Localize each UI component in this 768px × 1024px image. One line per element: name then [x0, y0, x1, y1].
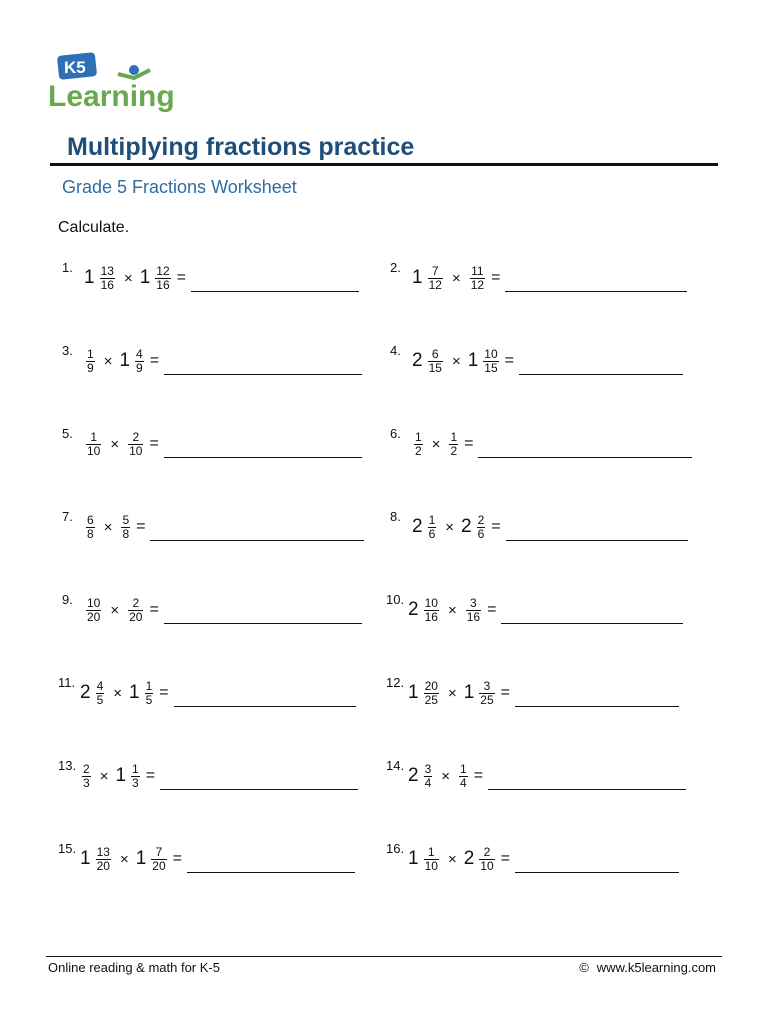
- whole-number: 2: [461, 516, 472, 537]
- problem-15: [58, 839, 355, 879]
- problem-11: [58, 673, 356, 713]
- numerator: 10: [87, 595, 101, 610]
- problem-number: 2.: [390, 260, 401, 275]
- times-sign: ×: [447, 601, 457, 619]
- instruction-text: Calculate.: [58, 219, 130, 236]
- problem-13: [58, 756, 358, 796]
- problem-number: 10.: [386, 592, 405, 607]
- fraction-expression: [408, 680, 515, 707]
- answer-line: [164, 623, 362, 624]
- numerator: 6: [431, 346, 439, 361]
- denominator: 2: [450, 443, 458, 458]
- problem-3: [62, 341, 362, 381]
- answer-line: [164, 457, 362, 458]
- problem-number: 11.: [58, 675, 76, 690]
- problem-number: 16.: [386, 841, 405, 856]
- logo-badge-text: K5: [64, 58, 86, 77]
- whole-number: 2: [412, 350, 423, 371]
- problem-number: 12.: [386, 675, 405, 690]
- numerator: 1: [450, 429, 458, 444]
- problem-6: [390, 424, 692, 464]
- denominator: 25: [480, 692, 494, 707]
- fraction-expression: [80, 846, 187, 873]
- fraction-expression: [80, 680, 174, 707]
- fraction: [424, 763, 433, 790]
- logo-figure-head: [129, 65, 139, 75]
- problem-number: 5.: [62, 426, 73, 441]
- fraction-expression: [408, 846, 515, 873]
- title-underline: [50, 163, 718, 166]
- problem-14: [386, 756, 686, 796]
- fraction: [483, 348, 498, 375]
- fraction-expression: [80, 763, 160, 790]
- fraction: [128, 431, 143, 458]
- times-sign: ×: [441, 767, 451, 785]
- fraction: [86, 597, 101, 624]
- equals-sign: =: [500, 850, 510, 867]
- fraction-expression: [84, 348, 164, 375]
- equals-sign: =: [464, 435, 474, 452]
- fraction-expression: [84, 514, 150, 541]
- page-title: Multiplying fractions practice: [67, 133, 415, 161]
- fraction: [135, 348, 144, 375]
- answer-line: [488, 789, 686, 790]
- page-subtitle: Grade 5 Fractions Worksheet: [62, 177, 297, 197]
- numerator: 11: [471, 263, 484, 278]
- numerator: 3: [424, 761, 432, 776]
- whole-number: 1: [139, 267, 151, 288]
- denominator: 8: [122, 526, 130, 541]
- answer-line: [519, 374, 683, 375]
- problem-number: 9.: [62, 592, 73, 607]
- whole-number: 1: [80, 848, 91, 869]
- denominator: 10: [129, 443, 143, 458]
- fraction: [128, 597, 143, 624]
- numerator: 1: [460, 761, 467, 776]
- answer-line: [174, 706, 356, 707]
- numerator: 13: [100, 263, 114, 278]
- fraction: [459, 763, 468, 790]
- whole-number: 1: [467, 350, 479, 371]
- whole-number: 1: [129, 682, 140, 703]
- denominator: 4: [424, 775, 432, 790]
- problem-number: 13.: [58, 758, 77, 773]
- answer-line: [187, 872, 355, 873]
- problem-8: [390, 507, 688, 547]
- equals-sign: =: [145, 767, 156, 784]
- whole-number: 2: [80, 682, 91, 703]
- problem-number: 8.: [390, 509, 401, 524]
- answer-line: [501, 623, 683, 624]
- equals-sign: =: [149, 435, 159, 452]
- whole-number: 1: [115, 765, 127, 786]
- denominator: 20: [129, 609, 143, 624]
- fraction: [477, 514, 486, 541]
- times-sign: ×: [119, 850, 129, 868]
- fraction: [131, 763, 140, 790]
- denominator: 16: [424, 609, 438, 624]
- numerator: 1: [90, 429, 98, 444]
- numerator: 1: [415, 429, 422, 444]
- equals-sign: =: [500, 684, 510, 701]
- numerator: 2: [83, 761, 90, 776]
- denominator: 12: [428, 277, 442, 292]
- times-sign: ×: [123, 269, 133, 287]
- fraction: [479, 680, 494, 707]
- answer-line: [506, 540, 688, 541]
- equals-sign: =: [473, 767, 484, 784]
- fraction: [151, 846, 166, 873]
- problem-4: [390, 341, 683, 381]
- denominator: 5: [96, 692, 104, 707]
- numerator: 2: [132, 429, 140, 444]
- fraction: [479, 846, 494, 873]
- numerator: 7: [431, 263, 439, 278]
- problem-1: [62, 258, 359, 298]
- numerator: 10: [484, 346, 498, 361]
- fraction-expression: [408, 763, 488, 790]
- equals-sign: =: [149, 352, 160, 369]
- answer-line: [150, 540, 364, 541]
- numerator: 4: [136, 346, 143, 361]
- whole-number: 1: [119, 350, 131, 371]
- answer-line: [191, 291, 359, 292]
- denominator: 12: [470, 277, 485, 292]
- whole-number: 1: [408, 682, 419, 703]
- denominator: 5: [145, 692, 153, 707]
- times-sign: ×: [431, 435, 441, 453]
- whole-number: 2: [412, 516, 423, 537]
- whole-number: 2: [408, 599, 419, 620]
- fraction-expression: [84, 597, 164, 624]
- denominator: 20: [152, 858, 166, 873]
- fraction: [96, 846, 111, 873]
- times-sign: ×: [99, 767, 109, 785]
- logo-word: Learning: [48, 80, 175, 112]
- numerator: 4: [96, 678, 104, 693]
- whole-number: 1: [463, 682, 475, 703]
- fraction: [470, 265, 485, 292]
- numerator: 1: [145, 678, 153, 693]
- times-sign: ×: [445, 518, 455, 536]
- fraction-expression: [412, 431, 478, 458]
- problem-number: 7.: [62, 509, 73, 524]
- fraction-expression: [84, 431, 164, 458]
- numerator: 1: [427, 844, 435, 859]
- problem-9: [62, 590, 362, 630]
- equals-sign: =: [487, 601, 497, 618]
- denominator: 9: [136, 360, 143, 375]
- denominator: 20: [87, 609, 101, 624]
- denominator: 16: [466, 609, 481, 624]
- times-sign: ×: [103, 352, 113, 370]
- denominator: 10: [87, 443, 101, 458]
- fraction: [96, 680, 105, 707]
- denominator: 6: [428, 526, 436, 541]
- problem-number: 15.: [58, 841, 77, 856]
- footer-website: [579, 960, 716, 975]
- problem-2: [390, 258, 687, 298]
- problem-5: [62, 424, 362, 464]
- whole-number: 1: [412, 267, 423, 288]
- times-sign: ×: [451, 352, 461, 370]
- whole-number: 2: [463, 848, 475, 869]
- denominator: 10: [424, 858, 438, 873]
- numerator: 2: [477, 512, 485, 527]
- fraction: [86, 348, 95, 375]
- footer-divider: [46, 956, 722, 957]
- denominator: 20: [96, 858, 110, 873]
- numerator: 20: [424, 678, 438, 693]
- times-sign: ×: [451, 269, 461, 287]
- fraction: [145, 680, 154, 707]
- fraction: [428, 514, 437, 541]
- fraction: [414, 431, 423, 458]
- problem-number: 6.: [390, 426, 401, 441]
- equals-sign: =: [491, 269, 501, 286]
- times-sign: ×: [447, 850, 457, 868]
- problem-7: [62, 507, 364, 547]
- equals-sign: =: [149, 601, 159, 618]
- numerator: 13: [96, 844, 110, 859]
- numerator: 2: [132, 595, 140, 610]
- fraction: [466, 597, 481, 624]
- problem-12: [386, 673, 679, 713]
- times-sign: ×: [113, 684, 123, 702]
- numerator: 10: [424, 595, 438, 610]
- fraction: [100, 265, 115, 292]
- problem-number: 1.: [62, 260, 73, 275]
- fraction: [86, 431, 101, 458]
- whole-number: 1: [408, 848, 419, 869]
- fraction-expression: [84, 265, 191, 292]
- denominator: 10: [480, 858, 494, 873]
- fraction: [428, 348, 443, 375]
- fraction: [121, 514, 130, 541]
- equals-sign: =: [172, 850, 182, 867]
- denominator: 16: [156, 277, 170, 292]
- answer-line: [505, 291, 687, 292]
- problem-number: 14.: [386, 758, 405, 773]
- problem-16: [386, 839, 679, 879]
- copyright-icon: ©: [579, 960, 589, 975]
- fraction: [424, 846, 439, 873]
- equals-sign: =: [176, 269, 186, 286]
- denominator: 25: [424, 692, 438, 707]
- times-sign: ×: [110, 601, 120, 619]
- fraction: [428, 265, 443, 292]
- fraction: [449, 431, 458, 458]
- fraction: [155, 265, 170, 292]
- logo-graphic: [48, 52, 188, 112]
- footer-website-link[interactable]: www.k5learning.com: [596, 960, 716, 975]
- fraction: [424, 680, 439, 707]
- numerator: 7: [155, 844, 163, 859]
- equals-sign: =: [159, 684, 169, 701]
- fraction-expression: [412, 514, 506, 541]
- answer-line: [160, 789, 358, 790]
- numerator: 1: [87, 346, 94, 361]
- numerator: 1: [428, 512, 436, 527]
- denominator: 8: [87, 526, 94, 541]
- numerator: 3: [470, 595, 477, 610]
- fraction: [424, 597, 439, 624]
- numerator: 2: [483, 844, 491, 859]
- times-sign: ×: [447, 684, 457, 702]
- numerator: 6: [87, 512, 94, 527]
- problem-10: [386, 590, 683, 630]
- denominator: 3: [83, 775, 90, 790]
- denominator: 2: [415, 443, 422, 458]
- equals-sign: =: [136, 518, 146, 535]
- denominator: 6: [477, 526, 485, 541]
- whole-number: 1: [135, 848, 147, 869]
- denominator: 3: [132, 775, 139, 790]
- denominator: 4: [460, 775, 467, 790]
- whole-number: 1: [84, 267, 95, 288]
- fraction-expression: [412, 265, 505, 292]
- numerator: 3: [483, 678, 491, 693]
- problem-number: 3.: [62, 343, 73, 358]
- fraction-expression: [408, 597, 501, 624]
- denominator: 15: [428, 360, 442, 375]
- times-sign: ×: [110, 435, 120, 453]
- problem-number: 4.: [390, 343, 401, 358]
- answer-line: [515, 872, 679, 873]
- answer-line: [164, 374, 362, 375]
- denominator: 9: [87, 360, 94, 375]
- numerator: 12: [156, 263, 170, 278]
- k5-learning-logo: [48, 52, 188, 112]
- fraction: [82, 763, 91, 790]
- equals-sign: =: [504, 352, 514, 369]
- equals-sign: =: [491, 518, 501, 535]
- denominator: 15: [484, 360, 498, 375]
- whole-number: 2: [408, 765, 419, 786]
- times-sign: ×: [103, 518, 113, 536]
- answer-line: [478, 457, 692, 458]
- numerator: 5: [122, 512, 130, 527]
- footer-tagline: Online reading & math for K-5: [48, 960, 220, 975]
- denominator: 16: [100, 277, 114, 292]
- answer-line: [515, 706, 679, 707]
- numerator: 1: [132, 761, 139, 776]
- fraction-expression: [412, 348, 519, 375]
- fraction: [86, 514, 95, 541]
